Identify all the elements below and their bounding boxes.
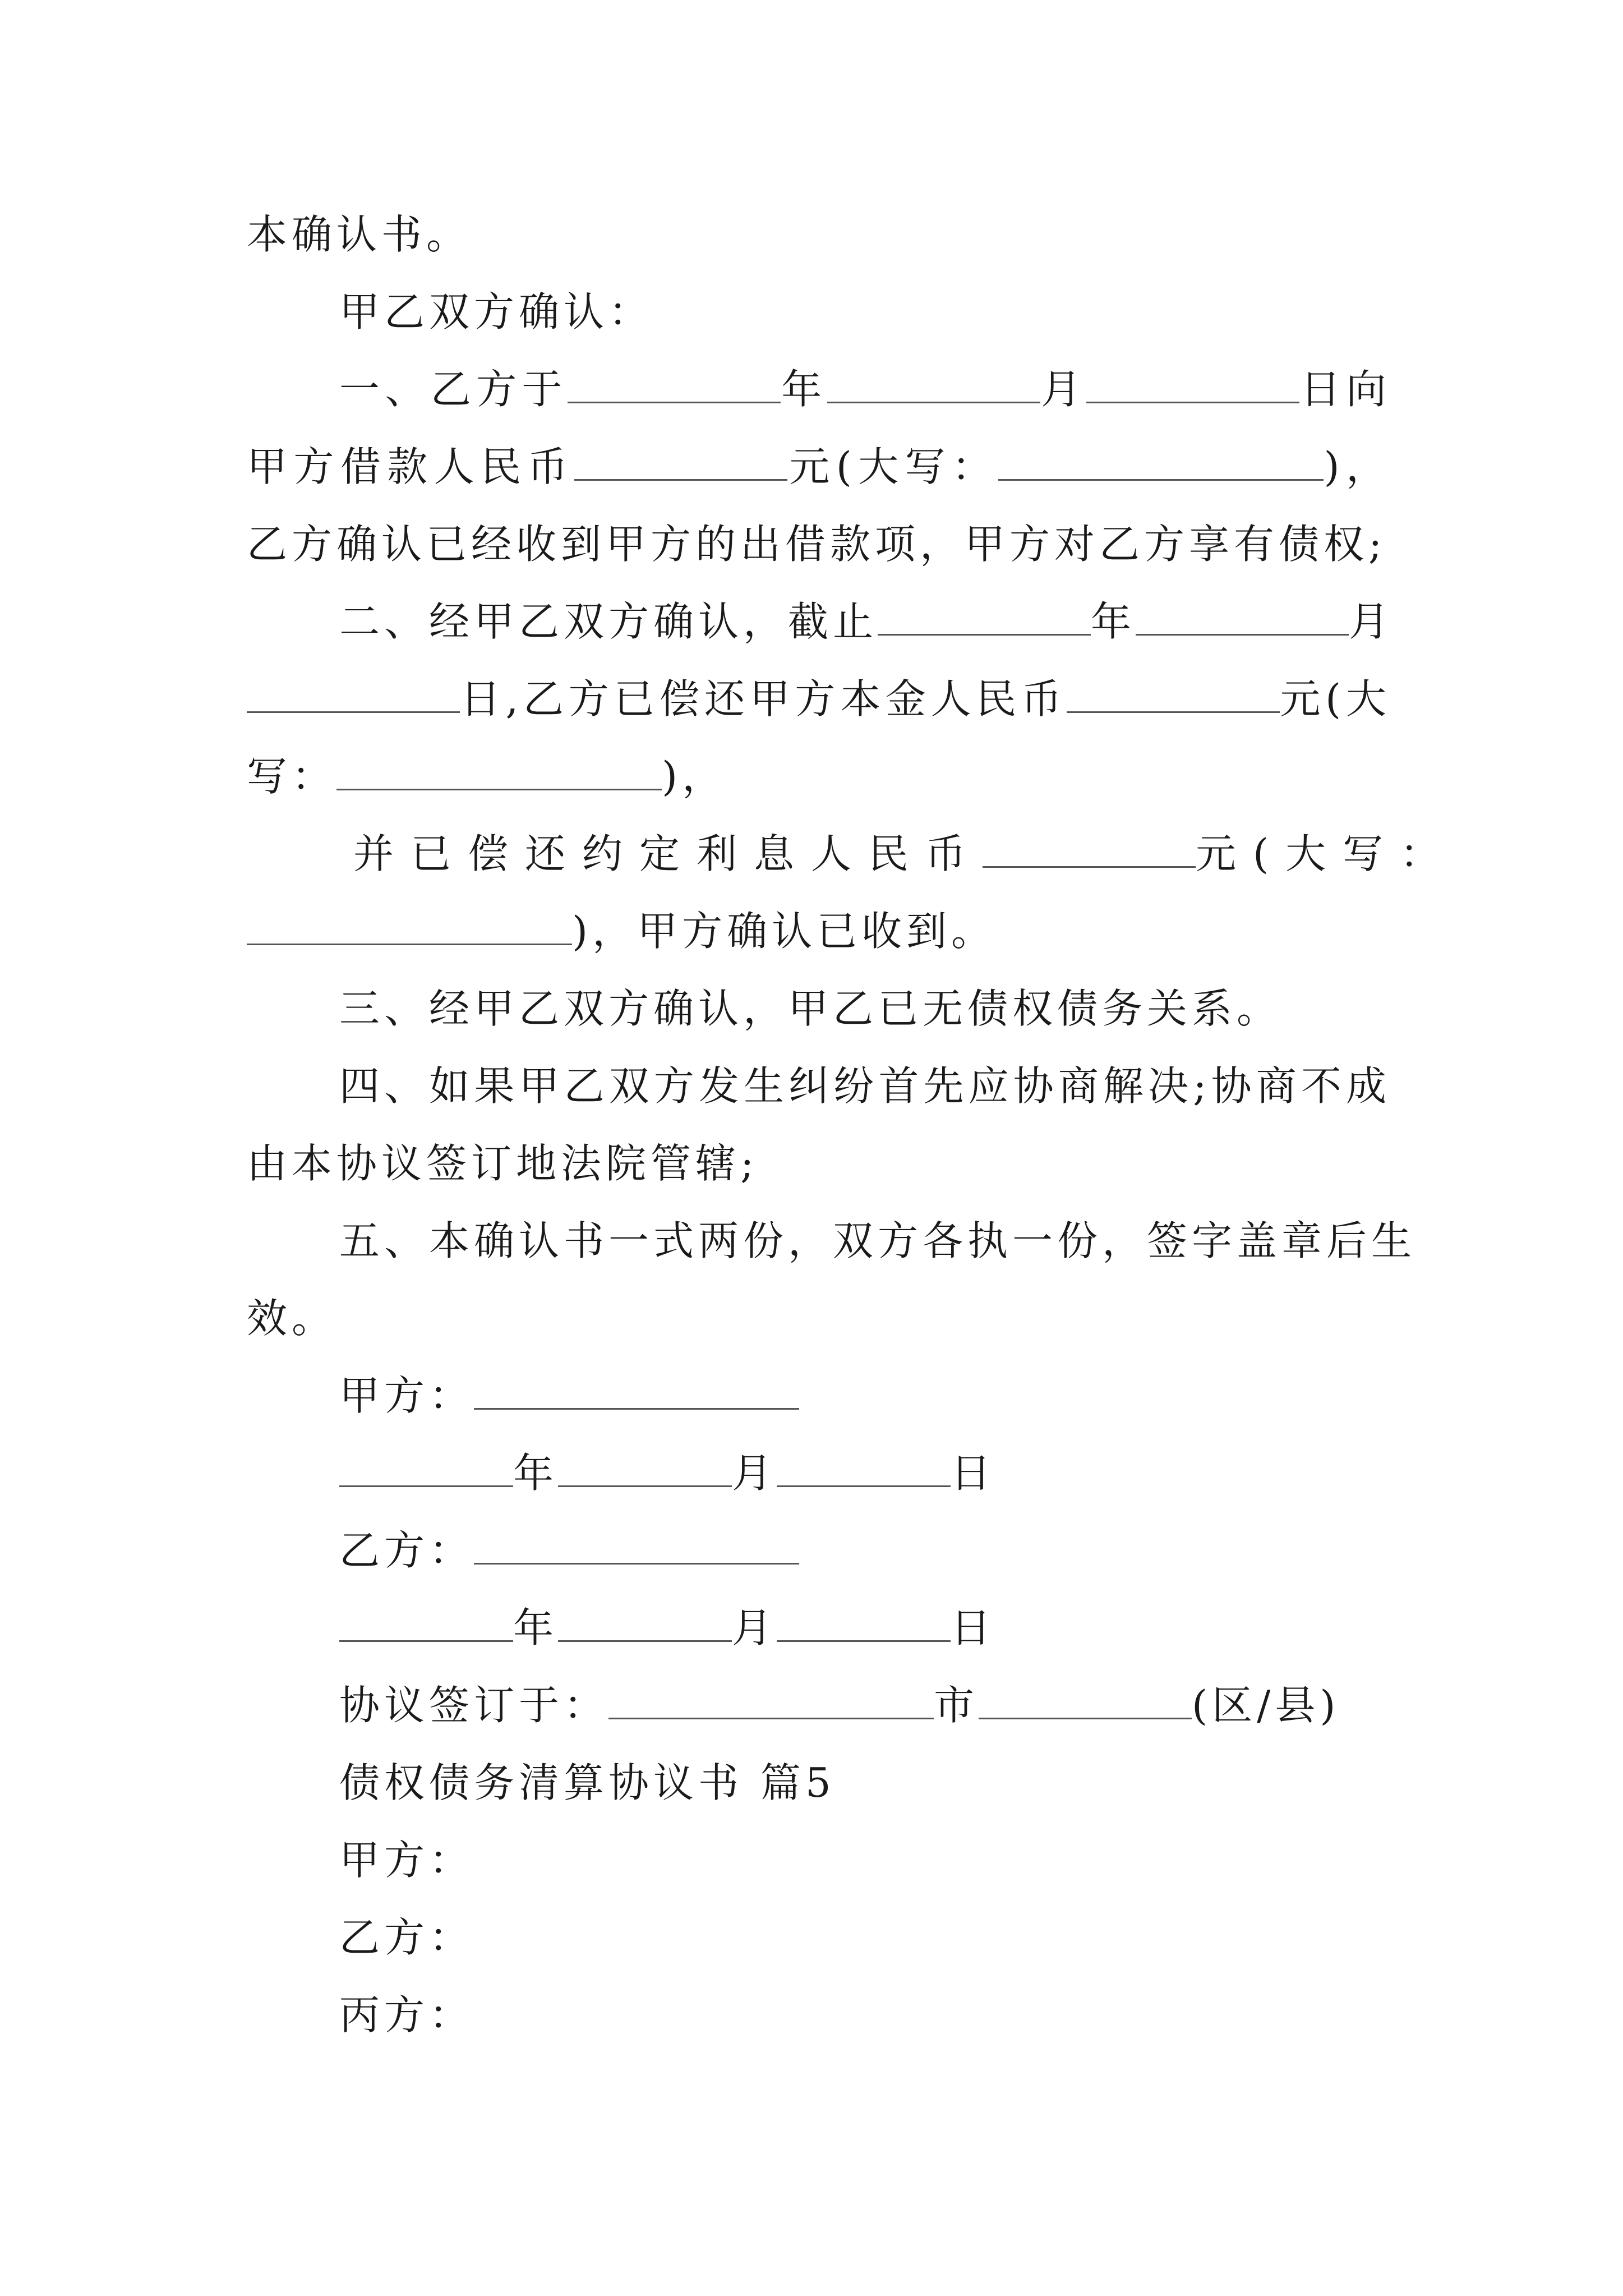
clause-2-line-4 [353, 827, 1458, 881]
clause-2-line-2 [247, 672, 1391, 726]
clause-1-line-2 [247, 440, 1391, 494]
year-blank [339, 1448, 513, 1487]
signing-location-label: 协议签订于： [339, 1682, 609, 1729]
text-line-1: 本确认书。 [247, 211, 472, 258]
clause-2-text: 二、经甲乙双方确认，截止 [339, 598, 878, 645]
closing-paren: )， [1324, 443, 1391, 490]
closing-paren: )， [662, 753, 727, 800]
signing-location [339, 1678, 1391, 1732]
month-blank [558, 1448, 732, 1487]
month-label: 月 [732, 1604, 777, 1651]
year-label: 年 [513, 1450, 559, 1497]
month-blank [558, 1603, 732, 1642]
year-blank [568, 365, 781, 403]
day-blank [777, 1448, 951, 1487]
uppercase-label: 元(大写： [787, 443, 999, 490]
clause-4-line-2: 由本协议签订地法院管辖; [247, 1140, 759, 1187]
party-b-label: 乙方： [339, 1527, 474, 1574]
city-blank [608, 1681, 934, 1719]
loan-amount-blank [574, 442, 787, 481]
day-blank [247, 674, 460, 713]
clause-5-line-2: 效。 [247, 1295, 337, 1342]
party-a-label: 甲方： [339, 1372, 474, 1419]
uppercase-label: 元(大写： [1196, 830, 1458, 877]
day-blank [1086, 365, 1299, 403]
clause-1-line-3: 乙方确认已经收到甲方的出借款项，甲方对乙方享有债权; [247, 521, 1387, 568]
principal-label: 日,乙方已偿还甲方本金人民币 [460, 675, 1067, 723]
day-label: 日向 [1299, 366, 1391, 413]
uppercase-amount-blank [998, 442, 1324, 481]
party-a-date [339, 1446, 1391, 1500]
month-label: 月 [1349, 598, 1394, 645]
uppercase-label-cont: 写： [247, 753, 337, 800]
party-b-signature [339, 1524, 1391, 1577]
party-c-label: 丙方： [339, 1991, 474, 2039]
section-title: 债权债务清算协议书 篇5 [339, 1759, 836, 1806]
party-a-signature [339, 1369, 1391, 1423]
year-blank [339, 1603, 513, 1642]
year-label: 年 [513, 1604, 559, 1651]
day-label: 日 [951, 1450, 996, 1497]
party-b-date [339, 1601, 1391, 1655]
clause-2-line-5 [247, 904, 1391, 958]
party-b-blank [474, 1526, 799, 1565]
received-text: )，甲方确认已收到。 [572, 908, 997, 955]
year-label: 年 [780, 366, 827, 413]
interest-label: 并已偿还约定利息人民币 [353, 830, 983, 877]
text-line-2: 甲乙双方确认： [339, 288, 654, 335]
party-a-label-2: 甲方： [339, 1837, 474, 1884]
interest-blank [983, 829, 1196, 868]
principal-blank [1067, 674, 1280, 713]
district-blank [979, 1681, 1192, 1719]
day-label: 日 [951, 1604, 996, 1651]
year-label: 年 [1091, 598, 1136, 645]
month-blank [827, 365, 1040, 403]
uppercase-amount-blank [336, 752, 662, 790]
day-blank [777, 1603, 951, 1642]
year-blank [878, 597, 1091, 636]
city-label: 市 [934, 1682, 979, 1729]
month-label: 月 [732, 1450, 777, 1497]
month-label: 月 [1040, 366, 1087, 413]
uppercase-amount-blank [247, 907, 572, 945]
uppercase-label: 元(大 [1279, 675, 1391, 723]
clause-3: 三、经甲乙双方确认，甲乙已无债权债务关系。 [339, 985, 1282, 1032]
clause-2-line-3 [247, 749, 1391, 803]
clause-5-line-1: 五、本确认书一式两份，双方各执一份，签字盖章后生 [339, 1217, 1417, 1264]
clause-1-line-1 [339, 362, 1391, 416]
clause-1-text: 一、乙方于 [339, 366, 568, 413]
loan-amount-label: 甲方借款人民币 [247, 443, 574, 490]
party-a-blank [474, 1371, 799, 1410]
party-b-label-2: 乙方： [339, 1914, 474, 1961]
district-label: (区/县) [1192, 1682, 1340, 1729]
clause-2-line-1 [339, 595, 1394, 648]
clause-4-line-1: 四、如果甲乙双方发生纠纷首先应协商解决;协商不成 [339, 1062, 1391, 1110]
month-blank [1136, 597, 1349, 636]
